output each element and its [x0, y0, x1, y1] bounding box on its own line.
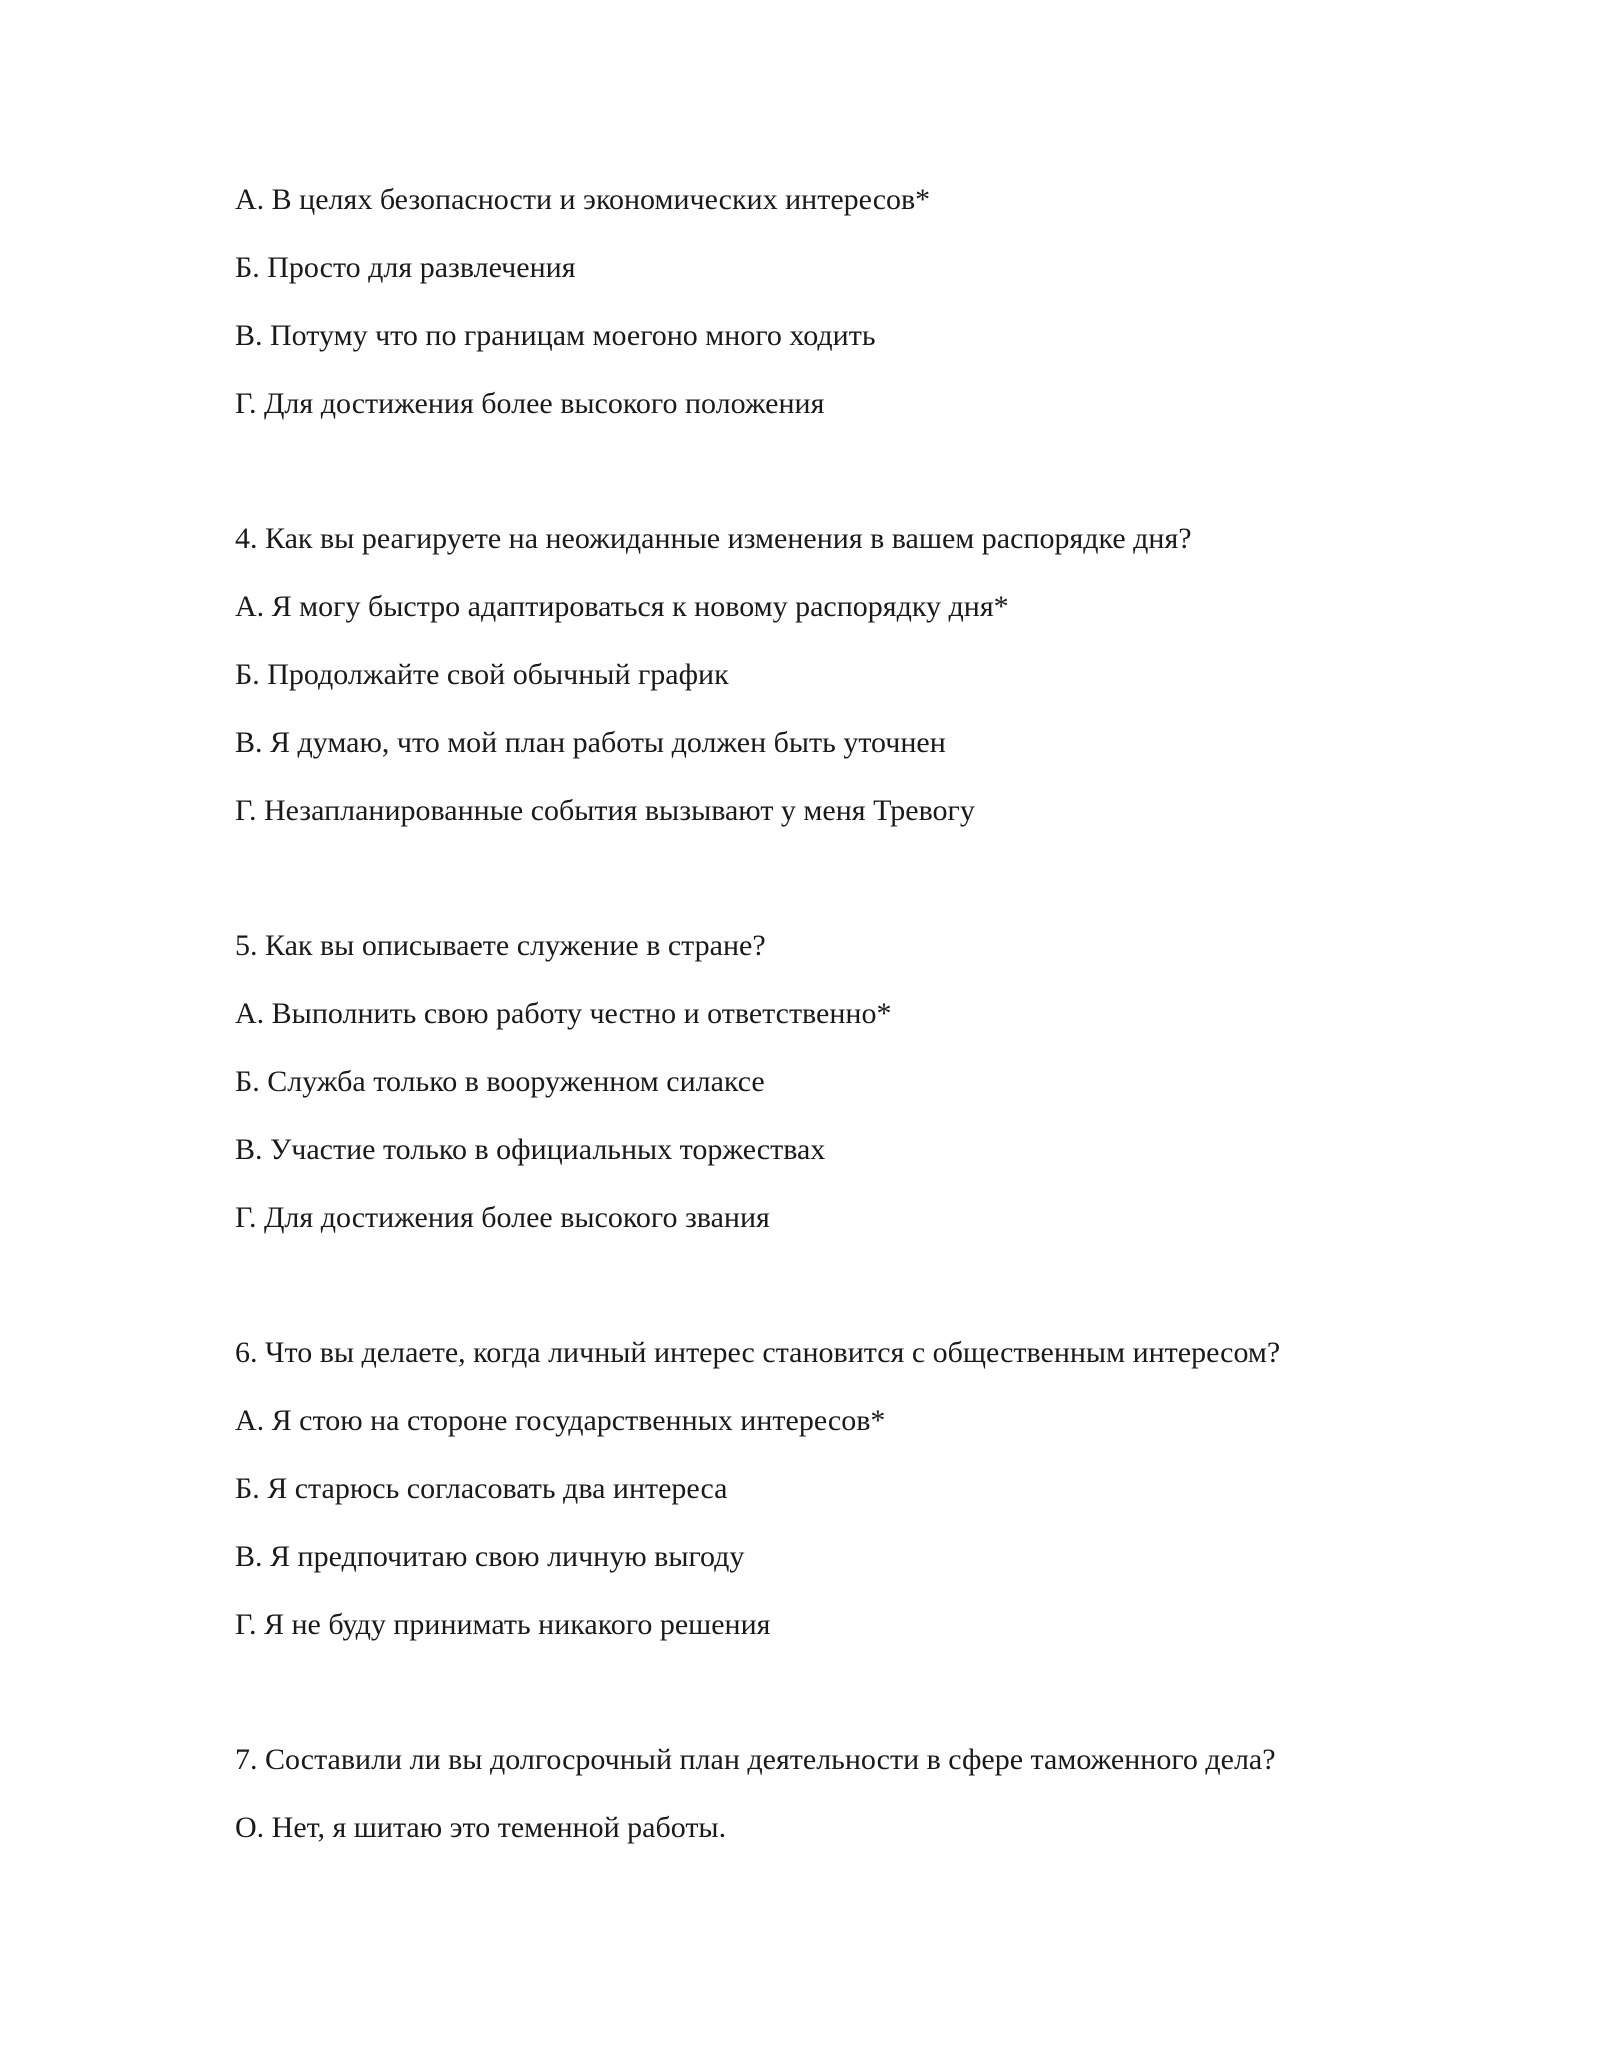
answer-option: Б. Я старюсь согласовать два интереса [235, 1472, 728, 1505]
answer-option: Г. Незапланированные события вызывают у меня Тревогу [235, 794, 975, 827]
spacer [235, 452, 1435, 519]
answer-option: Г. Для достижения более высокого положения [235, 387, 825, 420]
question-block-6 [235, 1333, 1435, 1645]
answer-option: А. Выполнить свою работу честно и ответственно* [235, 997, 892, 1030]
answer-option: Г. Я не буду принимать никакого решения [235, 1608, 771, 1641]
question-text: 4. Как вы реагируете на неожиданные изменения в вашем распорядке дня? [235, 522, 1192, 555]
question-text: 5. Как вы описываете служение в стране? [235, 929, 766, 962]
answer-option: А. Я стою на стороне государственных интересов* [235, 1404, 886, 1437]
question-block-5 [235, 926, 1435, 1238]
answer-option: Б. Служба только в вооруженном силаксе [235, 1065, 765, 1098]
question-block-7 [235, 1740, 1435, 1848]
answer-option: Б. Просто для развлечения [235, 251, 576, 284]
answer-option: А. В целях безопасности и экономических интересов* [235, 183, 931, 216]
answer-option: В. Участие только в официальных торжествах [235, 1133, 826, 1166]
answer-option: В. Потуму что по границам моегоно много ходить [235, 319, 876, 352]
spacer [235, 1673, 1435, 1740]
answer-option: Б. Продолжайте свой обычный график [235, 658, 729, 691]
answer-option: А. Я могу быстро адаптироваться к новому распорядку дня* [235, 590, 1009, 623]
answer-option: Г. Для достижения более высокого звания [235, 1201, 770, 1234]
document-body [235, 180, 1435, 1876]
question-block-4 [235, 519, 1435, 831]
answer-option: В. Я думаю, что мой план работы должен быть уточнен [235, 726, 946, 759]
spacer [235, 859, 1435, 926]
question-block-continued [235, 180, 1435, 424]
answer-option: В. Я предпочитаю свою личную выгоду [235, 1540, 745, 1573]
question-text: 7. Составили ли вы долгосрочный план деятельности в сфере таможенного дела? [235, 1743, 1276, 1776]
answer-option: О. Нет, я шитаю это теменной работы. [235, 1811, 727, 1844]
spacer [235, 1266, 1435, 1333]
question-text: 6. Что вы делаете, когда личный интерес становится с общественным интересом? [235, 1336, 1281, 1369]
